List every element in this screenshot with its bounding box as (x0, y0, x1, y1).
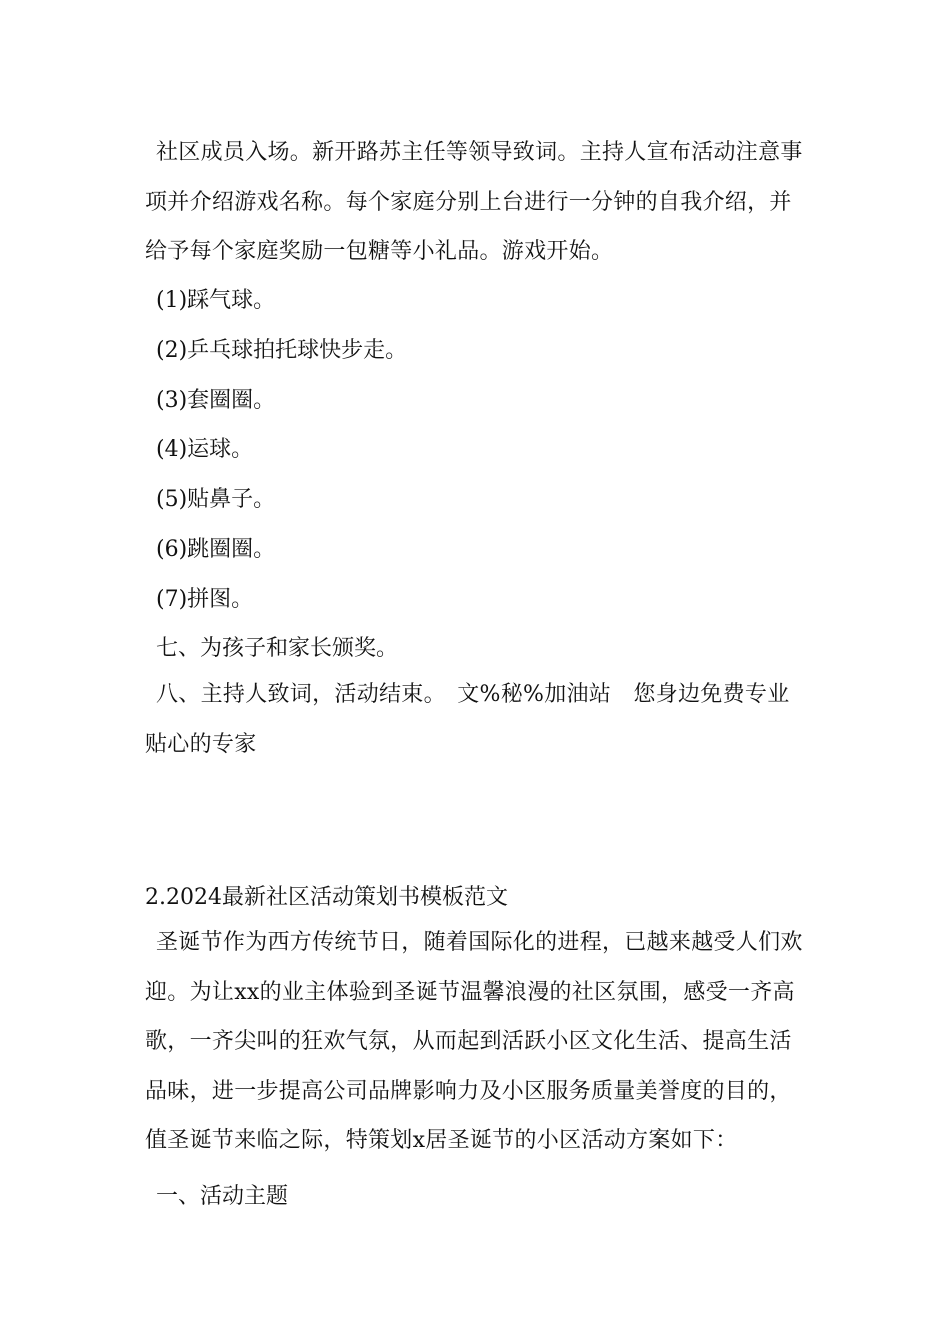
game-item-5: (5)贴鼻子。 (156, 487, 276, 512)
game-item-7: (7)拼图。 (156, 587, 254, 612)
step-seven: 七、为孩子和家长颁奖。 (156, 636, 399, 661)
step-eight-paragraph: 八、主持人致词，活动结束。 文%秘%加油站 您身边免费专业贴心的专家 (145, 682, 790, 757)
game-item-6: (6)跳圈圈。 (156, 537, 276, 562)
game-item-2: (2)乒乓球拍托球快步走。 (156, 338, 408, 363)
game-item-3: (3)套圈圈。 (156, 388, 276, 413)
intro-paragraph: 社区成员入场。新开路苏主任等领导致词。主持人宣布活动注意事项并介绍游戏名称。每个家庭分别上台进行一分钟的自我介绍，并给予每个家庭奖励一包糖等小礼品。游戏开始。 (145, 140, 803, 264)
christmas-paragraph: 圣诞节作为西方传统节日，随着国际化的进程，已越来越受人们欢迎。为让xx的业主体验到圣诞节温馨浪漫的社区氛围，感受一齐高歌，一齐尖叫的狂欢气氛，从而起到活跃小区文化生活、提高生活品味，进一步提高公司品牌影响力及小区服务质量美誉度的目的，值圣诞节来临之际，特策划x居圣诞节的小区活动方案如下： (145, 930, 803, 1153)
subheading-theme: 一、活动主题 (156, 1184, 289, 1209)
section-title: 2.2024最新社区活动策划书模板范文 (145, 885, 508, 910)
game-item-1: (1)踩气球。 (156, 288, 276, 313)
game-item-4: (4)运球。 (156, 437, 254, 462)
